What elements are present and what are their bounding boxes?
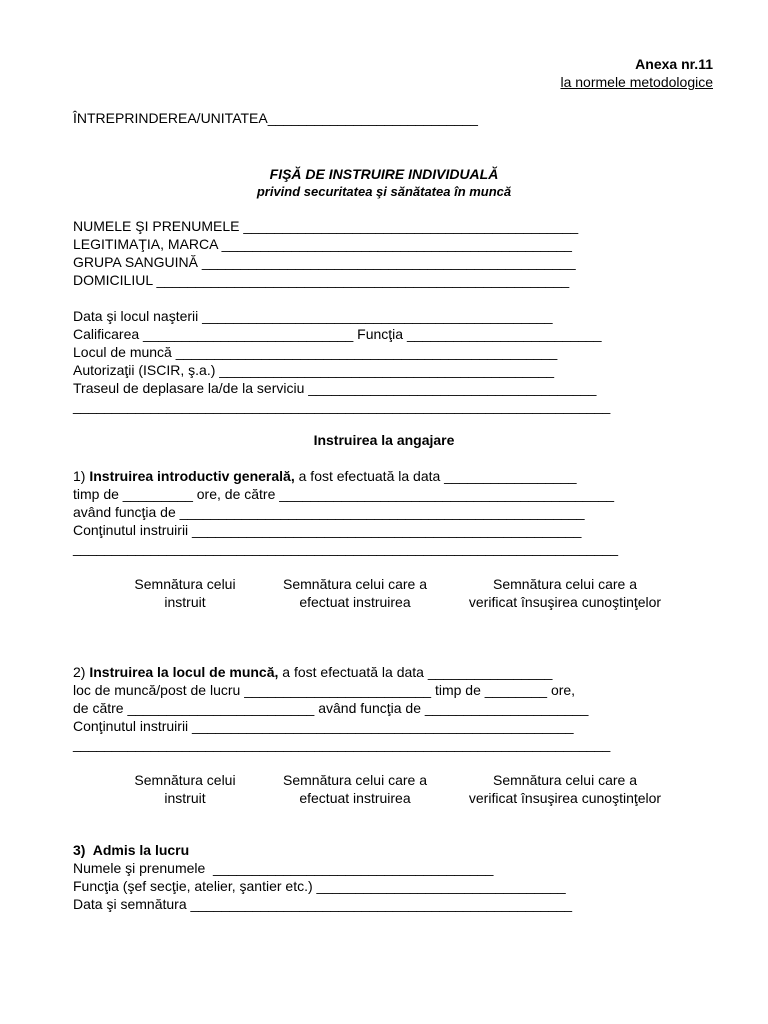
- workplace-field: Locul de muncă _________________________________________________: [73, 344, 558, 360]
- s1-duration-line: timp de _________ ore, de către ___________________________________________: [73, 486, 615, 502]
- s1-date: a fost efectuată la data _________________: [294, 468, 577, 484]
- s1-content-line: Conţinutul instruirii __________________________________________________: [73, 522, 582, 538]
- signature-label: Semnătura celui care a: [283, 772, 427, 788]
- s1-signature-verifier: [450, 575, 680, 611]
- s2-extra-line: _____________________________________________________________________: [73, 736, 611, 752]
- s2-workplace-line: loc de muncă/post de lucru ________________________ timp de ________ ore,: [73, 682, 576, 698]
- signature-label: Semnătura celui care a: [283, 576, 427, 592]
- signature-label: efectuat instruirea: [299, 790, 411, 806]
- s2-date: a fost efectuată la data ________________: [278, 664, 553, 680]
- signature-label: verificat însuşirea cunoştinţelor: [468, 594, 662, 610]
- s2-title: Instruirea la locul de muncă,: [89, 664, 279, 680]
- s2-signature-trainee: [110, 771, 260, 807]
- s1-heading-line: [73, 468, 577, 485]
- id-card-field: LEGITIMAŢIA, MARCA _____________________________________________: [73, 236, 572, 252]
- s3-title: 3) Admis la lucru: [73, 842, 190, 858]
- signature-label: instruit: [164, 594, 206, 610]
- qualification-field: Calificarea ___________________________ Funcţia _________________________: [73, 326, 602, 342]
- signature-label: instruit: [164, 790, 206, 806]
- name-field: NUMELE ŞI PRENUMELE ___________________________________________: [73, 218, 579, 234]
- s2-trainer-line: de către ________________________ având funcţia de _____________________: [73, 700, 589, 716]
- s1-signature-trainee: [110, 575, 260, 611]
- commute-route-extra-line: _____________________________________________________________________: [73, 398, 611, 414]
- signature-label: Semnătura celui care a: [493, 576, 637, 592]
- authorizations-field: Autorizaţii (ISCIR, ş.a.) ___________________________________________: [73, 362, 555, 378]
- s1-number: 1): [73, 468, 90, 484]
- s2-signature-verifier: [450, 771, 680, 807]
- section-title: Instruirea la angajare: [313, 432, 455, 448]
- s3-function-line: Funcţia (şef secţie, atelier, şantier etc.) ________________________________: [73, 878, 566, 894]
- address-field: DOMICILIUL _____________________________________________________: [73, 272, 570, 288]
- s2-number: 2): [73, 664, 90, 680]
- signature-label: Semnătura celui: [134, 576, 236, 592]
- commute-route-field: Traseul de deplasare la/de la serviciu _____________________________________: [73, 380, 597, 396]
- signature-label: verificat însuşirea cunoştinţelor: [468, 790, 662, 806]
- blood-group-field: GRUPA SANGUINĂ ________________________________________________: [73, 254, 576, 270]
- s3-date-signature-line: Data şi semnătura _________________________________________________: [73, 896, 573, 912]
- s2-signature-trainer: [265, 771, 445, 807]
- s1-extra-line: ______________________________________________________________________: [73, 540, 619, 556]
- s1-title: Instruirea introductiv generală,: [89, 468, 295, 484]
- annex-subtitle: la normele metodologice: [560, 74, 713, 90]
- annex-number: Anexa nr.11: [635, 56, 713, 72]
- form-subtitle: privind securitatea şi sănătatea în muncă: [256, 184, 512, 199]
- s1-signature-trainer: [265, 575, 445, 611]
- s2-content-line: Conţinutul instruirii _________________________________________________: [73, 718, 574, 734]
- signature-label: efectuat instruirea: [299, 594, 411, 610]
- form-title: FIŞĂ DE INSTRUIRE INDIVIDUALĂ: [269, 166, 499, 182]
- birth-field: Data şi locul naşterii _____________________________________________: [73, 308, 553, 324]
- s1-function-line: având funcţia de ____________________________________________________: [73, 504, 585, 520]
- company-line: ÎNTREPRINDEREA/UNITATEA___________________________: [73, 110, 478, 126]
- signature-label: Semnătura celui: [134, 772, 236, 788]
- s3-name-line: Numele şi prenumele ____________________________________: [73, 860, 494, 876]
- signature-label: Semnătura celui care a: [493, 772, 637, 788]
- s2-heading-line: [73, 664, 552, 681]
